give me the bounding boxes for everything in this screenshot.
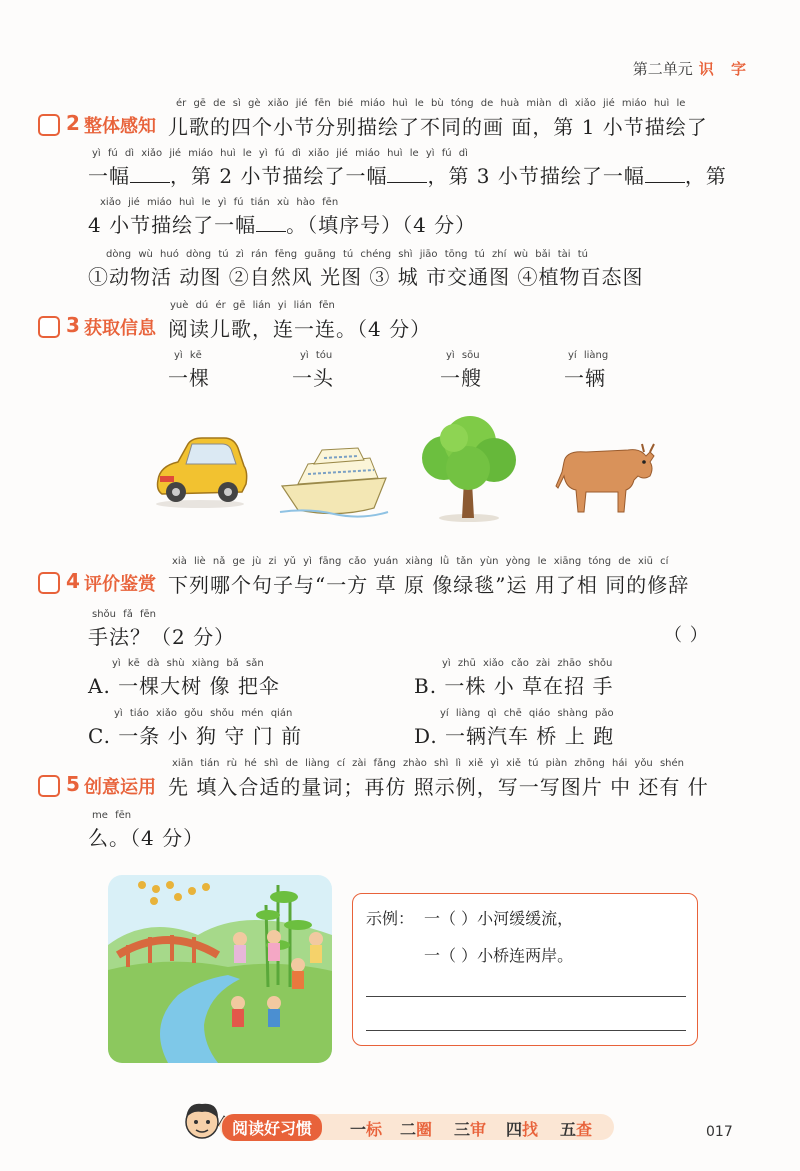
footer-item-4-verb: 找: [522, 1120, 539, 1139]
footer-item-1-num: 一: [350, 1120, 367, 1139]
choice-b-pinyin: yì zhū xiǎo cǎo zài zhāo shǒu: [442, 658, 613, 669]
q4-line-2: 手法？（2 分）: [88, 625, 236, 649]
q2-pinyin-3: xiǎo jié miáo huì le yì fú tián xù hào fēn: [100, 197, 339, 208]
park-illustration: [108, 875, 332, 1063]
q5-tag: 创意运用: [84, 777, 156, 798]
choice-c[interactable]: C. 一条 小 狗 守 门 前: [88, 724, 303, 748]
footer-tag: 阅读好习惯: [222, 1114, 322, 1141]
q2-l2c: ，第 3 小节描绘了一幅: [427, 164, 645, 188]
blank-4[interactable]: [256, 215, 286, 232]
q3-pinyin: yuè dú ér gē lián yi lián fēn: [170, 300, 335, 311]
choice-a-pinyin: yì kē dà shù xiàng bǎ sǎn: [112, 658, 264, 669]
footer-item-3: [454, 1117, 486, 1140]
car-picture[interactable]: [150, 430, 250, 510]
q4-pinyin-2: shǒu fǎ fēn: [92, 609, 157, 620]
choice-d-pinyin: yí liàng qì chē qiáo shàng pǎo: [440, 708, 614, 719]
q5-pinyin-2: me fēn: [92, 810, 132, 821]
word-4[interactable]: 一辆: [564, 366, 606, 390]
q4-number: 4: [66, 569, 80, 593]
footer-item-3-verb: 审: [470, 1120, 487, 1139]
q2-line-1: 儿歌的四个小节分别描绘了不同的画 面，第 1 小节描绘了: [168, 115, 708, 139]
word-2-pinyin: yì tóu: [300, 350, 333, 361]
blank-2[interactable]: [387, 166, 427, 183]
footer-item-4-num: 四: [506, 1120, 523, 1139]
q5-number: 5: [66, 772, 80, 796]
q5-pinyin-1: xiān tián rù hé shì de liàng cí zài fǎng zhào shì lì xiě yì xiě tú piàn zhōng hái yǒu shén: [172, 758, 684, 769]
choice-d[interactable]: D. 一辆汽车 桥 上 跑: [414, 724, 615, 748]
word-3[interactable]: 一艘: [440, 366, 482, 390]
q3-checkbox[interactable]: [38, 316, 60, 338]
ship-picture[interactable]: [278, 438, 390, 520]
q2-l3b: 。（填序号）（4 分）: [286, 213, 477, 237]
word-1-pinyin: yì kē: [174, 350, 202, 361]
q3-number: 3: [66, 313, 80, 337]
q2-l2d: ，第: [684, 164, 727, 188]
q5-line-2: 么。（4 分）: [88, 826, 205, 850]
section-label: 识 字: [698, 60, 752, 78]
footer-item-3-num: 三: [454, 1120, 471, 1139]
cow-picture[interactable]: [546, 432, 660, 518]
choice-c-pinyin: yì tiáo xiǎo gǒu shǒu mén qián: [114, 708, 293, 719]
q4-checkbox[interactable]: [38, 572, 60, 594]
footer-item-5-verb: 查: [576, 1120, 593, 1139]
q4-line-1: 下列哪个句子与“一方 草 原 像绿毯”运 用了相 同的修辞: [168, 573, 690, 597]
unit-label: 第二单元: [632, 60, 693, 78]
page-number: 017: [706, 1124, 733, 1140]
footer-item-2: [400, 1117, 432, 1140]
example-line-2: 一（ ）小桥连两岸。: [424, 946, 574, 965]
tree-picture[interactable]: [414, 414, 524, 524]
q3-tag: 获取信息: [84, 318, 156, 339]
q4-pinyin-1: xià liè nǎ ge jù zi yǔ yì fāng cǎo yuán xiàng lǜ tǎn yùn yòng le xiāng tóng de xiū cí: [172, 556, 669, 567]
answer-line-2[interactable]: [366, 1030, 686, 1031]
word-4-pinyin: yí liàng: [568, 350, 609, 361]
q2-options-pinyin: dòng wù huó dòng tú zì rán fēng guāng tú chéng shì jiāo tōng tú zhí wù bǎi tài tú: [106, 249, 588, 260]
example-label: 示例：: [366, 909, 415, 928]
footer-item-4: [506, 1117, 538, 1140]
footer-item-2-num: 二: [400, 1120, 417, 1139]
footer-item-1: [350, 1117, 382, 1140]
choice-b[interactable]: B. 一株 小 草在招 手: [414, 674, 614, 698]
footer-item-1-verb: 标: [366, 1120, 383, 1139]
q2-l2b: ，第 2 小节描绘了一幅: [170, 164, 388, 188]
q2-number: 2: [66, 111, 80, 135]
q5-checkbox[interactable]: [38, 775, 60, 797]
page-header: [633, 58, 752, 79]
q2-options: ①动物活 动图 ②自然风 光图 ③ 城 市交通图 ④植物百态图: [88, 265, 644, 289]
q3-instruction: 阅读儿歌，连一连。（4 分）: [168, 317, 432, 341]
footer-item-5-num: 五: [560, 1120, 577, 1139]
blank-3[interactable]: [645, 166, 685, 183]
footer-item-2-verb: 圈: [416, 1120, 433, 1139]
q2-l2a: 一幅: [88, 164, 130, 188]
blank-1[interactable]: [130, 166, 170, 183]
q2-tag: 整体感知: [84, 116, 156, 137]
q2-pinyin-1: ér gē de sì gè xiǎo jié fēn bié miáo huì le bù tóng de huà miàn dì xiǎo jié miáo huì le: [176, 98, 686, 109]
q5-line-1: 先 填入合适的量词；再仿 照示例，写一写图片 中 还有 什: [168, 775, 709, 799]
word-3-pinyin: yì sōu: [446, 350, 480, 361]
answer-line-1[interactable]: [366, 996, 686, 997]
q2-line-2: [88, 160, 727, 189]
example-line-1: 一（ ）小河缓缓流，: [424, 909, 574, 928]
q2-pinyin-2: yì fú dì xiǎo jié miáo huì le yì fú dì xiǎo jié miáo huì le yì fú dì: [92, 148, 468, 159]
q2-l3a: 4 小节描绘了一幅: [88, 213, 257, 237]
q4-tag: 评价鉴赏: [84, 574, 156, 595]
word-2[interactable]: 一头: [292, 366, 334, 390]
q2-checkbox[interactable]: [38, 114, 60, 136]
choice-a[interactable]: A. 一棵大树 像 把伞: [88, 674, 280, 698]
word-1[interactable]: 一棵: [168, 366, 210, 390]
q4-answer-box[interactable]: （ ）: [664, 625, 709, 646]
q2-line-3: [88, 209, 476, 238]
footer-item-5: [560, 1117, 592, 1140]
